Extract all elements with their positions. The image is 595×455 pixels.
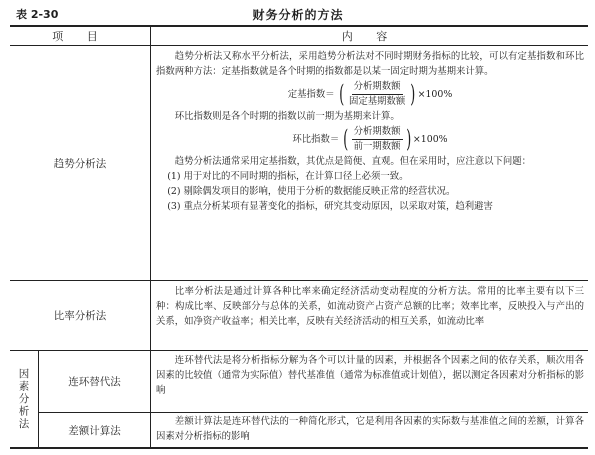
row-label-trend: 趋势分析法 bbox=[53, 157, 107, 170]
table-bottom-rule bbox=[10, 447, 588, 449]
trend-paragraph-1: 趋势分析法又称水平分析法，采用趋势分析法对不同时期财务指标的比较，可以有定基指数和环比指数两种方法：定基指数就是各个时期的指数都是以某一固定时期为基期来计算。 bbox=[156, 51, 584, 77]
row-content-chain-substitution: 连环替代法是将分析指标分解为各个可以计量的因素，并根据各个因素之间的依存关系，顺次用各因素的比较值（通常为实际值）替代基准值（通常为标准值或计划值），据以测定各因素对分析指标的影响 bbox=[156, 355, 584, 396]
formula-fixed-base-index: 定基指数＝ ( $\frac{\text{分析期数额}}{\text{固定基期数额}}$ ) ×100% bbox=[287, 80, 453, 108]
trend-note-2: (2) 剔除偶发项目的影响，使用于分析的数据能反映正常的经营状况。 bbox=[167, 186, 456, 197]
column-divider bbox=[150, 25, 151, 449]
row-content-trend bbox=[156, 49, 584, 279]
row-content-ratio: 比率分析法是通过计算各种比率来确定经济活动变动程度的分析方法。常用的比率主要有以下三种：构成比率、反映部分与总体的关系，如流动资产占资产总额的比率；效率比率，反映投入与产出的关系，如净资产收益率；相关比率，反映有关经济活动的相互关系，如流动比率 bbox=[156, 286, 584, 327]
fraction: $\frac{\text{分析期数额}}{\text{固定基期数额}}$ bbox=[348, 80, 406, 107]
methods-table bbox=[10, 25, 588, 449]
left-paren: ( bbox=[338, 80, 344, 108]
table-header bbox=[8, 6, 588, 24]
trend-paragraph-3: 趋势分析法通常采用定基指数，其优点是简便、直观。但在采用时，应注意以下问题： bbox=[174, 156, 532, 167]
table-title: 财务分析的方法 bbox=[252, 8, 344, 22]
row-content-difference-calculation: 差额计算法是连环替代法的一种简化形式，它是利用各因素的实际数与基准值之间的差额，计算各因素对分析指标的影响 bbox=[156, 416, 584, 442]
right-paren: ) bbox=[405, 125, 411, 153]
right-paren: ) bbox=[410, 80, 416, 108]
column-header-item: 项 目 bbox=[52, 30, 108, 43]
left-paren: ( bbox=[343, 125, 349, 153]
trend-note-1: (1) 用于对比的不同时期的指标，在计算口径上必须一致。 bbox=[167, 171, 409, 182]
trend-paragraph-2: 环比指数则是各个时期的指数以前一期为基期来计算。 bbox=[174, 111, 400, 122]
table-number: 表 2-30 bbox=[16, 8, 59, 21]
row-label-difference-calculation: 差额计算法 bbox=[68, 424, 121, 437]
row-label-ratio: 比率分析法 bbox=[53, 310, 107, 322]
formula-chain-index: 环比指数＝ ( $\frac{\text{分析期数额}}{\text{前一期数额}}$ ) ×100% bbox=[292, 125, 448, 153]
column-header-content: 内 容 bbox=[341, 30, 398, 43]
row-label-chain-substitution: 连环替代法 bbox=[68, 376, 121, 388]
fraction: $\frac{\text{分析期数额}}{\text{前一期数额}}$ bbox=[353, 125, 401, 152]
row-label-factor-group: 因素分析法 bbox=[17, 367, 30, 431]
trend-note-3: (3) 重点分析某项有显著变化的指标，研究其变动原因，以采取对策，趋利避害 bbox=[167, 201, 493, 212]
